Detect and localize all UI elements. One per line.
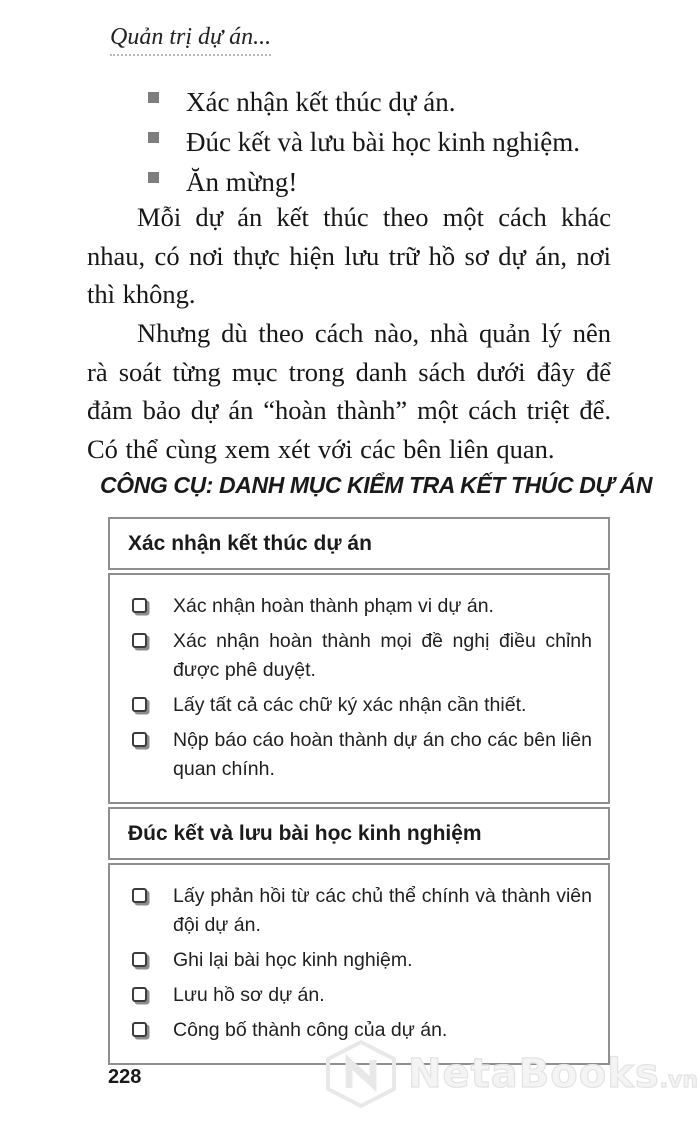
checklist-item-text: Công bố thành công của dự án. [173, 1019, 448, 1041]
body-paragraph: Nhưng dù theo cách nào, nhà quản lý nên rà soát từng mục trong danh sách dưới đây để đảm bảo dự án “hoàn thành” một cách triệt để. Có thể cùng xem xét với các bên liên quan. [87, 318, 611, 464]
checklist-item-text: Nộp báo cáo hoàn thành dự án cho các bên liên quan chính. [173, 729, 592, 780]
tool-section-title: CÔNG CỤ: DANH MỤC KIỂM TRA KẾT THÚC DỰ ÁN [100, 472, 653, 498]
checkbox-icon [132, 697, 147, 712]
checkbox-icon [132, 987, 147, 1002]
watermark-brand: NetaBooks.vn [408, 1051, 698, 1097]
checklist-item-text: Ghi lại bài học kinh nghiệm. [173, 949, 413, 971]
checkbox-icon [132, 1022, 147, 1037]
checkbox-icon [132, 888, 147, 903]
page-number: 228 [108, 1066, 142, 1088]
checkbox-icon [132, 952, 147, 967]
checklist-row [124, 981, 592, 1010]
watermark [322, 1040, 698, 1108]
list-item [148, 82, 610, 122]
checklist-item-text: Xác nhận hoàn thành phạm vi dự án. [173, 595, 494, 617]
running-header: Quản trị dự án... [110, 24, 271, 56]
checklist-row [124, 691, 592, 720]
bullet-square-icon [148, 132, 159, 143]
checklist-item-text: Lấy tất cả các chữ ký xác nhận cần thiết. [173, 694, 527, 716]
checklist-section-header: Xác nhận kết thúc dự án [108, 517, 610, 570]
list-item [148, 122, 610, 162]
checklist-row [124, 592, 592, 621]
bullet-list [148, 82, 610, 202]
bullet-item-text: Ăn mừng! [186, 167, 298, 197]
checklist-row [124, 627, 592, 685]
bullet-square-icon [148, 172, 159, 183]
checklist-section-body [108, 863, 610, 1065]
checklist-item-text: Lấy phản hồi từ các chủ thể chính và thành viên đội dự án. [173, 885, 592, 936]
checklist-table [108, 517, 610, 1068]
body-paragraph: Mỗi dự án kết thúc theo một cách khác nhau, có nơi thực hiện lưu trữ hồ sơ dự án, nơi thì không. [87, 202, 611, 309]
checklist-row [124, 882, 592, 940]
bullet-item-text: Đúc kết và lưu bài học kinh nghiệm. [186, 127, 581, 157]
checklist-section-header: Đúc kết và lưu bài học kinh nghiệm [108, 807, 610, 860]
checklist-item-text: Lưu hồ sơ dự án. [173, 984, 325, 1006]
checkbox-icon [132, 732, 147, 747]
list-item [148, 162, 610, 202]
checkbox-icon [132, 598, 147, 613]
checklist-row [124, 946, 592, 975]
bullet-square-icon [148, 92, 159, 103]
checklist-item-text: Xác nhận hoàn thành mọi đề nghị điều chỉnh được phê duyệt. [173, 630, 592, 681]
hexagon-n-icon [322, 1040, 400, 1108]
bullet-item-text: Xác nhận kết thúc dự án. [186, 87, 456, 117]
checklist-row [124, 726, 592, 784]
checkbox-icon [132, 633, 147, 648]
checklist-section-body [108, 573, 610, 804]
